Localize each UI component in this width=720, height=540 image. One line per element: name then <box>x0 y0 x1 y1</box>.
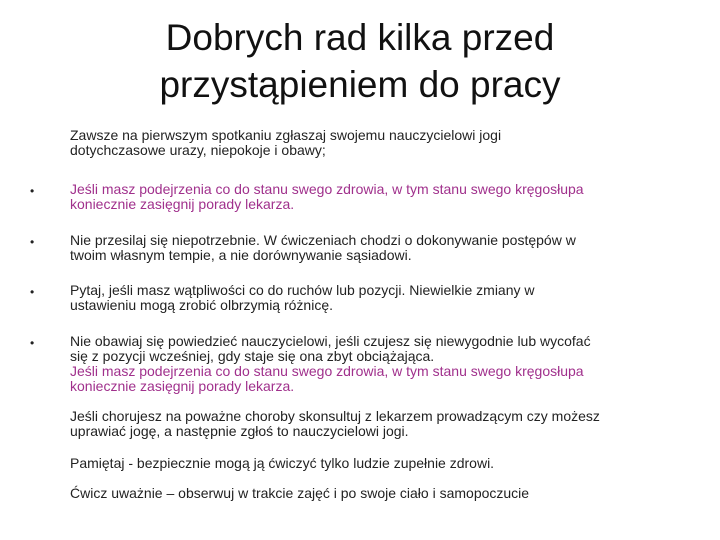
bullet-3-line-2: ustawieniu mogą zrobić olbrzymią różnicę. <box>70 297 333 313</box>
slide-title-line-1: Dobrych rad kilka przed <box>165 17 555 58</box>
bullet-2-line-2: twoim własnym tempie, a nie dorównywanie sąsiadowi. <box>70 247 412 263</box>
intro-paragraph <box>70 128 710 158</box>
bullet-4-line-3: Jeśli masz podejrzenia co do stanu swego zdrowia, w tym stanu swego kręgosłupa <box>70 363 584 379</box>
extra-paragraph-3 <box>70 486 710 501</box>
extra-3-line-1: Ćwicz uważnie – obserwuj w trakcie zajęć i po swoje ciało i samopoczucie <box>70 485 530 501</box>
bullet-4-line-1: Nie obawiaj się powiedzieć nauczycielowi, jeśli czujesz się niewygodnie lub wycofać <box>70 333 591 349</box>
intro-line-1: Zawsze na pierwszym spotkaniu zgłaszaj swojemu nauczycielowi jogi <box>70 127 502 143</box>
bullet-4-line-2: się z pozycji wcześniej, gdy staje się ona zbyt obciążająca. <box>70 348 435 364</box>
extra-2-line-1: Pamiętaj - bezpiecznie mogą ją ćwiczyć tylko ludzie zupełnie zdrowi. <box>70 455 495 471</box>
bullet-item-1 <box>70 182 710 212</box>
extra-1-line-1: Jeśli chorujesz na poważne choroby skonsultuj z lekarzem prowadzącym czy możesz <box>70 408 600 424</box>
intro-line-2: dotychczasowe urazy, niepokoje i obawy; <box>70 142 326 158</box>
bullet-item-4 <box>70 334 710 394</box>
slide-title <box>60 14 660 108</box>
slide-title-line-2: przystąpieniem do pracy <box>159 64 561 105</box>
bullet-marker-1: • <box>30 184 35 198</box>
bullet-item-2 <box>70 233 710 263</box>
bullet-marker-2: • <box>30 235 35 249</box>
extra-1-line-2: uprawiać jogę, a następnie zgłoś to nauczycielowi jogi. <box>70 423 409 439</box>
bullet-marker-4: • <box>30 336 35 350</box>
bullet-3-line-1: Pytaj, jeśli masz wątpliwości co do ruchów lub pozycji. Niewielkie zmiany w <box>70 282 535 298</box>
extra-paragraph-1 <box>70 409 710 439</box>
bullet-4-line-4: koniecznie zasięgnij porady lekarza. <box>70 378 295 394</box>
bullet-1-line-2: koniecznie zasięgnij porady lekarza. <box>70 196 295 212</box>
bullet-2-line-1: Nie przesilaj się niepotrzebnie. W ćwiczeniach chodzi o dokonywanie postępów w <box>70 232 576 248</box>
bullet-1-line-1: Jeśli masz podejrzenia co do stanu swego zdrowia, w tym stanu swego kręgosłupa <box>70 181 584 197</box>
bullet-marker-3: • <box>30 285 35 299</box>
bullet-item-3 <box>70 283 710 313</box>
extra-paragraph-2 <box>70 456 710 471</box>
